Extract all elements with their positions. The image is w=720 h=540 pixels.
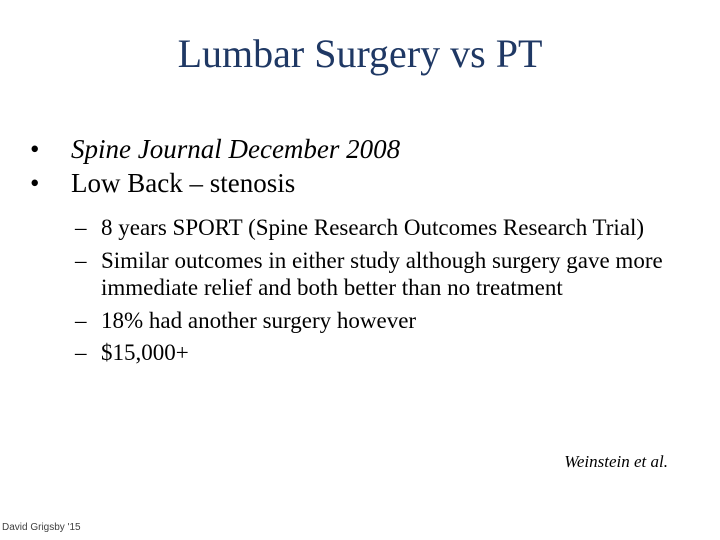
subpoint-text: Similar outcomes in either study although surgery gave more immediate relief and both better than no treatment [101, 247, 663, 300]
dash-marker: – [75, 340, 87, 365]
bullet-item-low-back [30, 166, 690, 200]
bullet-list [30, 132, 690, 200]
citation: Weinstein et al. [564, 452, 668, 471]
slide-title: Lumbar Surgery vs PT [177, 31, 543, 76]
subpoint-text: 8 years SPORT (Spine Research Outcomes Research Trial) [101, 215, 645, 240]
dash-marker: – [75, 215, 87, 240]
bullet-item-journal [30, 132, 690, 166]
subpoint-text: $15,000+ [101, 340, 189, 365]
bullet-text: Spine Journal December 2008 [71, 134, 401, 164]
dash-marker: – [75, 247, 87, 273]
bullet-marker: • [30, 134, 40, 164]
bullet-text: Low Back – stenosis [71, 168, 296, 198]
subpoint-item-reoperation [75, 307, 675, 335]
dash-marker: – [75, 307, 87, 333]
subpoint-item-outcomes [75, 247, 675, 302]
bullet-marker: • [30, 168, 40, 198]
footer-author: David Grigsby '15 [2, 522, 81, 533]
subpoint-text: 18% had another surgery however [101, 307, 417, 333]
subpoint-list [75, 214, 675, 372]
subpoint-item-sport [75, 214, 675, 242]
subpoint-item-cost [75, 339, 675, 367]
